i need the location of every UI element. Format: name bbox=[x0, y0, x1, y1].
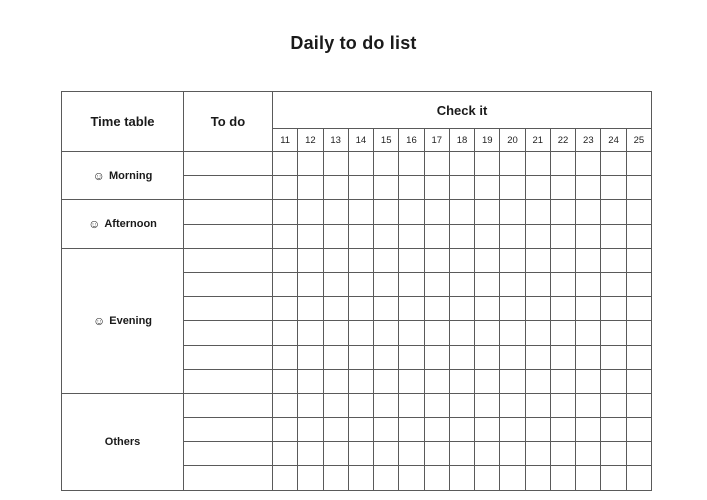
check-cell-evening-3-20 bbox=[500, 297, 525, 321]
check-cell-evening-3-11 bbox=[273, 297, 298, 321]
check-col-12: 12 bbox=[298, 129, 323, 152]
check-cell-morning-2-11 bbox=[273, 176, 298, 200]
check-cell-afternoon-2-11 bbox=[273, 224, 298, 248]
check-cell-others-3-22 bbox=[550, 442, 575, 466]
check-cell-others-1-24 bbox=[601, 393, 626, 417]
check-cell-evening-5-19 bbox=[475, 345, 500, 369]
check-cell-evening-6-19 bbox=[475, 369, 500, 393]
check-cell-others-4-11 bbox=[273, 466, 298, 490]
check-cell-others-2-18 bbox=[449, 418, 474, 442]
check-cell-afternoon-1-14 bbox=[348, 200, 373, 224]
check-col-18: 18 bbox=[449, 129, 474, 152]
check-cell-others-3-12 bbox=[298, 442, 323, 466]
header-check-it: Check it bbox=[273, 92, 652, 129]
check-cell-morning-2-18 bbox=[449, 176, 474, 200]
check-cell-afternoon-2-24 bbox=[601, 224, 626, 248]
todo-cell-afternoon-2 bbox=[184, 224, 273, 248]
check-cell-evening-4-20 bbox=[500, 321, 525, 345]
check-cell-evening-5-11 bbox=[273, 345, 298, 369]
check-cell-afternoon-2-17 bbox=[424, 224, 449, 248]
check-col-20: 20 bbox=[500, 129, 525, 152]
check-cell-morning-1-13 bbox=[323, 152, 348, 176]
check-cell-morning-2-12 bbox=[298, 176, 323, 200]
check-cell-evening-4-15 bbox=[374, 321, 399, 345]
header-to-do: To do bbox=[184, 92, 273, 152]
check-cell-others-2-24 bbox=[601, 418, 626, 442]
check-cell-evening-4-12 bbox=[298, 321, 323, 345]
check-cell-others-4-20 bbox=[500, 466, 525, 490]
check-cell-evening-1-12 bbox=[298, 248, 323, 272]
check-cell-others-3-14 bbox=[348, 442, 373, 466]
section-cell-afternoon bbox=[62, 200, 184, 248]
check-cell-others-1-25 bbox=[626, 393, 651, 417]
check-cell-morning-1-25 bbox=[626, 152, 651, 176]
check-cell-others-1-20 bbox=[500, 393, 525, 417]
todo-cell-others-2 bbox=[184, 418, 273, 442]
check-cell-evening-4-25 bbox=[626, 321, 651, 345]
check-cell-afternoon-1-13 bbox=[323, 200, 348, 224]
check-cell-afternoon-2-20 bbox=[500, 224, 525, 248]
check-cell-evening-4-16 bbox=[399, 321, 424, 345]
check-cell-morning-1-20 bbox=[500, 152, 525, 176]
check-cell-evening-2-12 bbox=[298, 272, 323, 296]
check-cell-morning-1-15 bbox=[374, 152, 399, 176]
check-cell-evening-2-13 bbox=[323, 272, 348, 296]
check-cell-others-2-11 bbox=[273, 418, 298, 442]
check-cell-morning-2-14 bbox=[348, 176, 373, 200]
check-cell-afternoon-1-11 bbox=[273, 200, 298, 224]
check-cell-afternoon-1-15 bbox=[374, 200, 399, 224]
check-cell-others-3-20 bbox=[500, 442, 525, 466]
check-cell-others-3-15 bbox=[374, 442, 399, 466]
check-col-19: 19 bbox=[475, 129, 500, 152]
check-cell-evening-6-22 bbox=[550, 369, 575, 393]
check-cell-evening-6-21 bbox=[525, 369, 550, 393]
check-cell-evening-2-23 bbox=[576, 272, 601, 296]
smiley-face-icon: ☺ bbox=[88, 217, 101, 232]
check-cell-evening-6-14 bbox=[348, 369, 373, 393]
check-cell-afternoon-2-16 bbox=[399, 224, 424, 248]
check-cell-others-3-17 bbox=[424, 442, 449, 466]
check-cell-morning-1-21 bbox=[525, 152, 550, 176]
row-morning-1 bbox=[62, 152, 652, 176]
check-cell-evening-5-23 bbox=[576, 345, 601, 369]
check-cell-evening-5-20 bbox=[500, 345, 525, 369]
check-cell-evening-2-16 bbox=[399, 272, 424, 296]
check-cell-evening-4-11 bbox=[273, 321, 298, 345]
check-cell-others-3-18 bbox=[449, 442, 474, 466]
check-cell-evening-3-23 bbox=[576, 297, 601, 321]
check-cell-evening-3-14 bbox=[348, 297, 373, 321]
check-cell-evening-4-14 bbox=[348, 321, 373, 345]
check-cell-afternoon-1-24 bbox=[601, 200, 626, 224]
check-cell-afternoon-1-20 bbox=[500, 200, 525, 224]
check-cell-others-4-17 bbox=[424, 466, 449, 490]
check-col-13: 13 bbox=[323, 129, 348, 152]
check-cell-others-1-12 bbox=[298, 393, 323, 417]
check-cell-morning-1-12 bbox=[298, 152, 323, 176]
check-cell-evening-4-21 bbox=[525, 321, 550, 345]
row-evening-1 bbox=[62, 248, 652, 272]
check-cell-evening-3-24 bbox=[601, 297, 626, 321]
check-cell-evening-3-12 bbox=[298, 297, 323, 321]
check-cell-morning-1-23 bbox=[576, 152, 601, 176]
check-cell-evening-3-15 bbox=[374, 297, 399, 321]
check-cell-others-1-23 bbox=[576, 393, 601, 417]
check-cell-morning-2-22 bbox=[550, 176, 575, 200]
check-cell-evening-6-13 bbox=[323, 369, 348, 393]
check-cell-others-2-17 bbox=[424, 418, 449, 442]
check-cell-afternoon-1-19 bbox=[475, 200, 500, 224]
section-cell-others bbox=[62, 393, 184, 490]
check-cell-others-1-11 bbox=[273, 393, 298, 417]
todo-cell-evening-1 bbox=[184, 248, 273, 272]
check-cell-others-3-21 bbox=[525, 442, 550, 466]
check-cell-evening-1-17 bbox=[424, 248, 449, 272]
check-cell-others-1-18 bbox=[449, 393, 474, 417]
check-col-17: 17 bbox=[424, 129, 449, 152]
check-cell-afternoon-2-13 bbox=[323, 224, 348, 248]
check-cell-evening-3-25 bbox=[626, 297, 651, 321]
todo-cell-evening-4 bbox=[184, 321, 273, 345]
todo-cell-evening-2 bbox=[184, 272, 273, 296]
check-cell-others-1-14 bbox=[348, 393, 373, 417]
check-cell-evening-2-17 bbox=[424, 272, 449, 296]
check-cell-others-2-12 bbox=[298, 418, 323, 442]
check-cell-others-4-24 bbox=[601, 466, 626, 490]
check-cell-afternoon-1-18 bbox=[449, 200, 474, 224]
check-cell-others-2-21 bbox=[525, 418, 550, 442]
check-cell-others-1-21 bbox=[525, 393, 550, 417]
check-cell-evening-1-16 bbox=[399, 248, 424, 272]
check-cell-morning-2-17 bbox=[424, 176, 449, 200]
check-cell-evening-5-15 bbox=[374, 345, 399, 369]
check-cell-others-4-14 bbox=[348, 466, 373, 490]
check-col-24: 24 bbox=[601, 129, 626, 152]
check-cell-others-3-25 bbox=[626, 442, 651, 466]
check-cell-afternoon-1-17 bbox=[424, 200, 449, 224]
check-cell-others-1-22 bbox=[550, 393, 575, 417]
check-cell-evening-2-19 bbox=[475, 272, 500, 296]
check-cell-morning-1-16 bbox=[399, 152, 424, 176]
check-cell-morning-1-14 bbox=[348, 152, 373, 176]
check-cell-evening-1-18 bbox=[449, 248, 474, 272]
check-cell-evening-2-24 bbox=[601, 272, 626, 296]
check-cell-evening-6-17 bbox=[424, 369, 449, 393]
check-cell-morning-2-15 bbox=[374, 176, 399, 200]
section-label-others: Others bbox=[104, 435, 141, 448]
check-cell-others-3-24 bbox=[601, 442, 626, 466]
check-cell-evening-5-14 bbox=[348, 345, 373, 369]
todo-cell-evening-5 bbox=[184, 345, 273, 369]
check-cell-afternoon-2-21 bbox=[525, 224, 550, 248]
check-cell-evening-2-15 bbox=[374, 272, 399, 296]
check-cell-evening-5-24 bbox=[601, 345, 626, 369]
check-cell-evening-2-21 bbox=[525, 272, 550, 296]
check-cell-evening-3-17 bbox=[424, 297, 449, 321]
header-row-top bbox=[62, 92, 652, 129]
check-cell-afternoon-2-23 bbox=[576, 224, 601, 248]
check-cell-morning-2-19 bbox=[475, 176, 500, 200]
todo-cell-evening-3 bbox=[184, 297, 273, 321]
check-cell-others-2-20 bbox=[500, 418, 525, 442]
check-cell-morning-1-18 bbox=[449, 152, 474, 176]
check-cell-morning-2-25 bbox=[626, 176, 651, 200]
check-cell-others-2-25 bbox=[626, 418, 651, 442]
check-col-14: 14 bbox=[348, 129, 373, 152]
check-cell-morning-2-24 bbox=[601, 176, 626, 200]
check-cell-evening-3-16 bbox=[399, 297, 424, 321]
todo-cell-morning-1 bbox=[184, 152, 273, 176]
check-cell-evening-4-17 bbox=[424, 321, 449, 345]
check-cell-others-4-22 bbox=[550, 466, 575, 490]
check-cell-others-2-14 bbox=[348, 418, 373, 442]
check-cell-others-2-23 bbox=[576, 418, 601, 442]
check-cell-afternoon-2-15 bbox=[374, 224, 399, 248]
check-cell-evening-5-12 bbox=[298, 345, 323, 369]
check-cell-evening-2-25 bbox=[626, 272, 651, 296]
check-cell-evening-3-22 bbox=[550, 297, 575, 321]
check-cell-evening-5-18 bbox=[449, 345, 474, 369]
check-col-25: 25 bbox=[626, 129, 651, 152]
row-afternoon-1 bbox=[62, 200, 652, 224]
daily-todo-table bbox=[61, 91, 652, 491]
check-cell-afternoon-1-12 bbox=[298, 200, 323, 224]
check-cell-morning-2-23 bbox=[576, 176, 601, 200]
check-cell-afternoon-1-25 bbox=[626, 200, 651, 224]
check-cell-morning-1-11 bbox=[273, 152, 298, 176]
check-cell-morning-2-20 bbox=[500, 176, 525, 200]
check-cell-evening-6-16 bbox=[399, 369, 424, 393]
check-cell-morning-1-17 bbox=[424, 152, 449, 176]
check-cell-evening-4-24 bbox=[601, 321, 626, 345]
section-cell-morning bbox=[62, 152, 184, 200]
check-cell-others-1-17 bbox=[424, 393, 449, 417]
check-cell-afternoon-2-22 bbox=[550, 224, 575, 248]
check-col-21: 21 bbox=[525, 129, 550, 152]
check-cell-evening-6-11 bbox=[273, 369, 298, 393]
check-cell-others-4-13 bbox=[323, 466, 348, 490]
check-cell-evening-1-13 bbox=[323, 248, 348, 272]
check-cell-afternoon-1-23 bbox=[576, 200, 601, 224]
check-cell-afternoon-2-18 bbox=[449, 224, 474, 248]
check-cell-others-4-15 bbox=[374, 466, 399, 490]
check-cell-morning-2-16 bbox=[399, 176, 424, 200]
check-cell-others-2-22 bbox=[550, 418, 575, 442]
check-cell-evening-6-18 bbox=[449, 369, 474, 393]
check-cell-afternoon-2-14 bbox=[348, 224, 373, 248]
check-cell-evening-1-19 bbox=[475, 248, 500, 272]
smiley-face-icon: ☺ bbox=[92, 313, 106, 328]
check-cell-evening-4-13 bbox=[323, 321, 348, 345]
check-cell-morning-1-22 bbox=[550, 152, 575, 176]
section-label-afternoon: Afternoon bbox=[104, 218, 157, 231]
check-cell-others-3-11 bbox=[273, 442, 298, 466]
check-cell-evening-6-20 bbox=[500, 369, 525, 393]
check-col-15: 15 bbox=[374, 129, 399, 152]
check-cell-evening-3-13 bbox=[323, 297, 348, 321]
check-cell-evening-3-19 bbox=[475, 297, 500, 321]
check-cell-others-2-15 bbox=[374, 418, 399, 442]
check-cell-evening-4-19 bbox=[475, 321, 500, 345]
check-col-16: 16 bbox=[399, 129, 424, 152]
check-cell-others-4-25 bbox=[626, 466, 651, 490]
check-cell-others-2-13 bbox=[323, 418, 348, 442]
check-cell-evening-6-12 bbox=[298, 369, 323, 393]
row-others-1 bbox=[62, 393, 652, 417]
check-col-11: 11 bbox=[273, 129, 298, 152]
check-cell-evening-1-15 bbox=[374, 248, 399, 272]
check-cell-morning-1-19 bbox=[475, 152, 500, 176]
check-cell-evening-2-22 bbox=[550, 272, 575, 296]
check-cell-others-3-23 bbox=[576, 442, 601, 466]
check-col-22: 22 bbox=[550, 129, 575, 152]
check-cell-afternoon-2-12 bbox=[298, 224, 323, 248]
check-cell-evening-4-23 bbox=[576, 321, 601, 345]
check-cell-evening-4-22 bbox=[550, 321, 575, 345]
check-cell-afternoon-1-22 bbox=[550, 200, 575, 224]
check-cell-evening-1-20 bbox=[500, 248, 525, 272]
check-cell-morning-2-13 bbox=[323, 176, 348, 200]
section-label-evening: Evening bbox=[109, 314, 153, 327]
check-cell-evening-1-24 bbox=[601, 248, 626, 272]
section-cell-evening bbox=[62, 248, 184, 393]
check-cell-evening-6-23 bbox=[576, 369, 601, 393]
section-label-morning: Morning bbox=[108, 169, 153, 182]
check-cell-evening-6-25 bbox=[626, 369, 651, 393]
check-cell-others-2-16 bbox=[399, 418, 424, 442]
check-cell-evening-5-22 bbox=[550, 345, 575, 369]
check-cell-evening-5-25 bbox=[626, 345, 651, 369]
check-cell-others-4-16 bbox=[399, 466, 424, 490]
check-cell-others-1-16 bbox=[399, 393, 424, 417]
check-cell-evening-2-18 bbox=[449, 272, 474, 296]
page-title: Daily to do list bbox=[290, 33, 417, 53]
todo-cell-others-3 bbox=[184, 442, 273, 466]
check-cell-evening-3-18 bbox=[449, 297, 474, 321]
check-cell-evening-1-21 bbox=[525, 248, 550, 272]
todo-cell-evening-6 bbox=[184, 369, 273, 393]
check-cell-others-4-23 bbox=[576, 466, 601, 490]
check-cell-evening-5-16 bbox=[399, 345, 424, 369]
check-cell-evening-6-24 bbox=[601, 369, 626, 393]
check-cell-others-4-12 bbox=[298, 466, 323, 490]
check-cell-evening-3-21 bbox=[525, 297, 550, 321]
check-cell-evening-1-14 bbox=[348, 248, 373, 272]
check-cell-others-3-19 bbox=[475, 442, 500, 466]
check-cell-others-4-21 bbox=[525, 466, 550, 490]
check-cell-others-1-15 bbox=[374, 393, 399, 417]
check-cell-evening-5-17 bbox=[424, 345, 449, 369]
check-cell-evening-2-20 bbox=[500, 272, 525, 296]
check-cell-evening-5-13 bbox=[323, 345, 348, 369]
check-cell-evening-1-11 bbox=[273, 248, 298, 272]
check-cell-others-1-13 bbox=[323, 393, 348, 417]
check-cell-evening-1-25 bbox=[626, 248, 651, 272]
todo-cell-morning-2 bbox=[184, 176, 273, 200]
check-cell-evening-1-23 bbox=[576, 248, 601, 272]
check-cell-morning-1-24 bbox=[601, 152, 626, 176]
check-cell-others-4-18 bbox=[449, 466, 474, 490]
check-col-23: 23 bbox=[576, 129, 601, 152]
check-cell-afternoon-2-25 bbox=[626, 224, 651, 248]
check-cell-morning-2-21 bbox=[525, 176, 550, 200]
check-cell-evening-6-15 bbox=[374, 369, 399, 393]
header-time-table: Time table bbox=[62, 92, 184, 152]
check-cell-others-1-19 bbox=[475, 393, 500, 417]
check-cell-others-3-13 bbox=[323, 442, 348, 466]
check-cell-evening-1-22 bbox=[550, 248, 575, 272]
todo-cell-others-1 bbox=[184, 393, 273, 417]
check-cell-evening-5-21 bbox=[525, 345, 550, 369]
todo-cell-others-4 bbox=[184, 466, 273, 490]
check-cell-others-2-19 bbox=[475, 418, 500, 442]
smiley-face-icon: ☺ bbox=[92, 168, 105, 183]
check-cell-afternoon-1-21 bbox=[525, 200, 550, 224]
check-cell-others-4-19 bbox=[475, 466, 500, 490]
check-cell-afternoon-1-16 bbox=[399, 200, 424, 224]
check-cell-evening-2-11 bbox=[273, 272, 298, 296]
todo-cell-afternoon-1 bbox=[184, 200, 273, 224]
check-cell-evening-4-18 bbox=[449, 321, 474, 345]
check-cell-afternoon-2-19 bbox=[475, 224, 500, 248]
check-cell-others-3-16 bbox=[399, 442, 424, 466]
check-cell-evening-2-14 bbox=[348, 272, 373, 296]
